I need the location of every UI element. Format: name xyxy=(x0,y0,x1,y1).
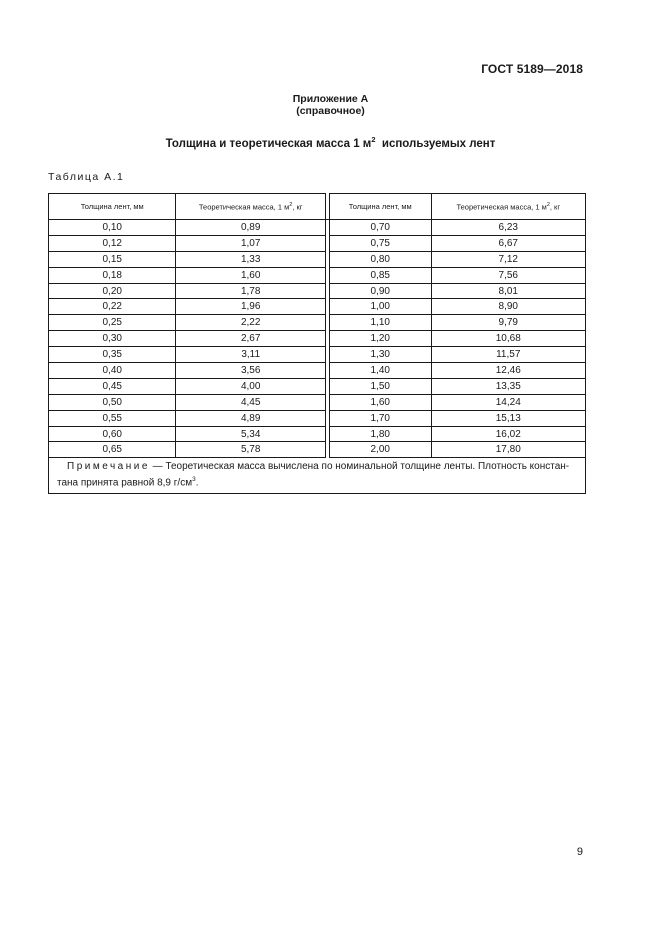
table-row xyxy=(49,299,586,315)
cell-mass-1: 2,22 xyxy=(176,315,325,331)
header-mass-1 xyxy=(176,194,325,220)
note-text: — Теоретическая масса вычислена по номинальной толщине ленты. Плотность констан-тана принята равной 8,9 г/см xyxy=(57,461,570,489)
header-mass-1-suffix: , кг xyxy=(292,202,303,212)
table-row xyxy=(49,220,586,236)
header-mass-2-sup: 2 xyxy=(546,201,550,208)
header-thickness-2: Толщина лент, мм xyxy=(329,194,431,220)
cell-thickness-1: 0,35 xyxy=(49,347,176,363)
cell-thickness-2: 1,70 xyxy=(329,410,431,426)
cell-thickness-2: 0,85 xyxy=(329,267,431,283)
cell-mass-2: 9,79 xyxy=(431,315,585,331)
annex-heading xyxy=(0,93,661,117)
cell-thickness-1: 0,55 xyxy=(49,410,176,426)
cell-mass-1: 1,07 xyxy=(176,235,325,251)
cell-thickness-2: 0,90 xyxy=(329,283,431,299)
cell-thickness-1: 0,25 xyxy=(49,315,176,331)
table-row xyxy=(49,283,586,299)
cell-mass-1: 3,56 xyxy=(176,363,325,379)
cell-thickness-1: 0,22 xyxy=(49,299,176,315)
table-row xyxy=(49,378,586,394)
cell-mass-2: 12,46 xyxy=(431,363,585,379)
table-row xyxy=(49,315,586,331)
cell-thickness-2: 0,80 xyxy=(329,251,431,267)
page-number: 9 xyxy=(576,846,583,858)
cell-thickness-2: 1,10 xyxy=(329,315,431,331)
cell-mass-2: 11,57 xyxy=(431,347,585,363)
cell-mass-1: 5,34 xyxy=(176,426,325,442)
cell-mass-2: 8,01 xyxy=(431,283,585,299)
cell-thickness-2: 0,70 xyxy=(329,220,431,236)
header-thickness-1: Толщина лент, мм xyxy=(49,194,176,220)
cell-mass-2: 7,12 xyxy=(431,251,585,267)
table-body xyxy=(49,220,586,458)
note-superscript: 3 xyxy=(192,476,196,484)
table-row xyxy=(49,426,586,442)
cell-mass-1: 1,60 xyxy=(176,267,325,283)
data-table xyxy=(48,193,586,494)
cell-thickness-1: 0,45 xyxy=(49,378,176,394)
cell-thickness-1: 0,10 xyxy=(49,220,176,236)
cell-thickness-2: 1,80 xyxy=(329,426,431,442)
cell-mass-2: 13,35 xyxy=(431,378,585,394)
cell-mass-2: 15,13 xyxy=(431,410,585,426)
table-header-row xyxy=(49,194,586,220)
table-row xyxy=(49,331,586,347)
note-end: . xyxy=(195,477,199,489)
cell-thickness-2: 1,40 xyxy=(329,363,431,379)
table-row xyxy=(49,363,586,379)
cell-mass-1: 1,33 xyxy=(176,251,325,267)
table-row xyxy=(49,347,586,363)
title-superscript: 2 xyxy=(371,135,376,144)
table-label: Таблица А.1 xyxy=(48,171,125,183)
cell-thickness-2: 2,00 xyxy=(329,442,431,458)
cell-mass-2: 6,23 xyxy=(431,220,585,236)
table-row xyxy=(49,267,586,283)
cell-mass-2: 14,24 xyxy=(431,394,585,410)
header-mass-2 xyxy=(431,194,585,220)
cell-thickness-2: 0,75 xyxy=(329,235,431,251)
cell-thickness-2: 1,20 xyxy=(329,331,431,347)
cell-thickness-1: 0,50 xyxy=(49,394,176,410)
cell-mass-1: 4,00 xyxy=(176,378,325,394)
cell-mass-2: 10,68 xyxy=(431,331,585,347)
cell-thickness-2: 1,00 xyxy=(329,299,431,315)
cell-mass-2: 17,80 xyxy=(431,442,585,458)
cell-mass-1: 5,78 xyxy=(176,442,325,458)
title-suffix: используемых лент xyxy=(381,137,496,150)
cell-thickness-1: 0,15 xyxy=(49,251,176,267)
cell-mass-1: 4,45 xyxy=(176,394,325,410)
cell-mass-2: 8,90 xyxy=(431,299,585,315)
page-title xyxy=(0,135,661,150)
table-row xyxy=(49,251,586,267)
cell-mass-1: 4,89 xyxy=(176,410,325,426)
cell-thickness-2: 1,30 xyxy=(329,347,431,363)
cell-mass-1: 2,67 xyxy=(176,331,325,347)
table-note-row xyxy=(49,458,586,493)
cell-thickness-1: 0,18 xyxy=(49,267,176,283)
header-mass-1-sup: 2 xyxy=(289,201,293,208)
cell-thickness-1: 0,65 xyxy=(49,442,176,458)
document-code: ГОСТ 5189—2018 xyxy=(481,62,583,76)
title-text: Толщина и теоретическая масса 1 м xyxy=(165,137,372,150)
cell-thickness-1: 0,40 xyxy=(49,363,176,379)
table-row xyxy=(49,442,586,458)
cell-thickness-1: 0,12 xyxy=(49,235,176,251)
cell-mass-1: 1,96 xyxy=(176,299,325,315)
cell-thickness-2: 1,50 xyxy=(329,378,431,394)
header-mass-1-prefix: Теоретическая масса, 1 м xyxy=(198,202,290,212)
table-note xyxy=(49,458,586,493)
cell-thickness-1: 0,20 xyxy=(49,283,176,299)
cell-thickness-1: 0,60 xyxy=(49,426,176,442)
table-row xyxy=(49,410,586,426)
cell-thickness-2: 1,60 xyxy=(329,394,431,410)
annex-subtitle: (справочное) xyxy=(296,105,365,117)
table-row xyxy=(49,235,586,251)
annex-title: Приложение А xyxy=(292,93,369,105)
cell-mass-1: 0,89 xyxy=(176,220,325,236)
table-row xyxy=(49,394,586,410)
cell-thickness-1: 0,30 xyxy=(49,331,176,347)
cell-mass-2: 16,02 xyxy=(431,426,585,442)
header-mass-2-prefix: Теоретическая масса, 1 м xyxy=(456,202,547,212)
header-mass-2-suffix: , кг xyxy=(549,202,561,212)
cell-mass-1: 3,11 xyxy=(176,347,325,363)
cell-mass-2: 6,67 xyxy=(431,235,585,251)
cell-mass-2: 7,56 xyxy=(431,267,585,283)
note-label: Примечание xyxy=(67,461,150,473)
cell-mass-1: 1,78 xyxy=(176,283,325,299)
